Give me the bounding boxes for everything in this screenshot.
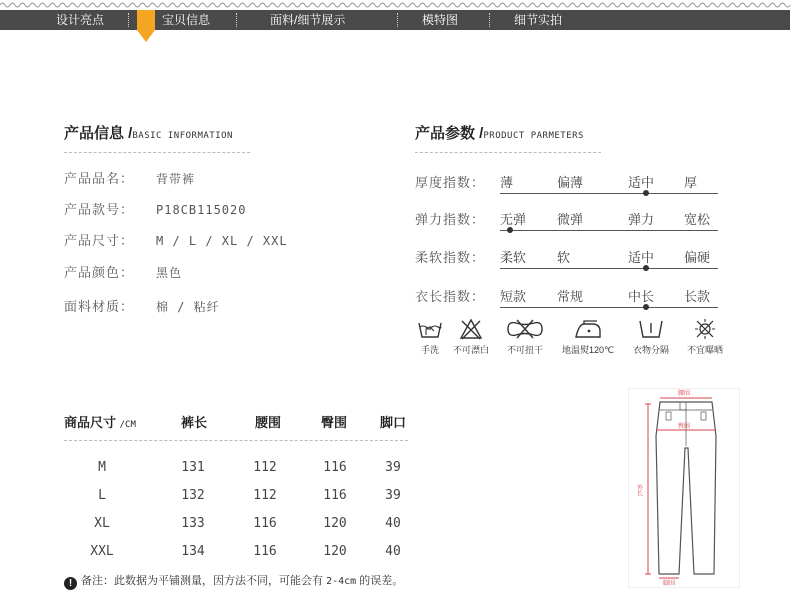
size-value-cell: 112 [253, 460, 277, 475]
pants-measurement-diagram [628, 388, 740, 588]
info-row-style-no: 产品款号： P18CB115020 [64, 202, 247, 217]
col-header-length: 裤长 [181, 415, 208, 430]
diagram-waist-label: 腰围 [678, 390, 691, 397]
info-row-color: 产品颜色： 黑色 [64, 265, 183, 280]
size-cell: M [98, 460, 106, 475]
param-option: 弹力 [628, 212, 655, 227]
basic-info-divider [64, 152, 250, 153]
param-option: 常规 [557, 289, 584, 304]
col-header-hip: 臀围 [321, 415, 348, 430]
nav-item-product-info[interactable]: 宝贝信息 [162, 13, 211, 27]
size-value-cell: 116 [323, 488, 347, 503]
size-cell: XXL [90, 544, 114, 559]
param-option: 偏薄 [557, 175, 584, 190]
param-scale-line [500, 307, 718, 308]
care-no-bleach: 不可漂白 [446, 318, 496, 356]
nav-separator [489, 13, 490, 27]
size-value-cell: 39 [385, 460, 401, 475]
nav-separator [236, 13, 237, 27]
size-value-cell: 40 [385, 544, 401, 559]
no-sun-dry-icon [693, 318, 717, 340]
size-value-cell: 120 [323, 516, 347, 531]
params-title: 产品参数 /PRODUCT PARMETERS [415, 125, 584, 142]
nav-active-indicator [137, 10, 155, 30]
care-iron: 地温熨120℃ [555, 318, 621, 356]
size-value-cell: 116 [253, 516, 277, 531]
size-value-cell: 116 [323, 460, 347, 475]
care-wash-separately: 衣物分隔 [626, 318, 676, 356]
param-option: 柔软 [500, 250, 527, 265]
nav-separator [397, 13, 398, 27]
size-value-cell: 39 [385, 488, 401, 503]
param-option: 偏硬 [684, 250, 711, 265]
size-table-title: 商品尺寸 /CM [64, 415, 136, 430]
param-option: 宽松 [684, 212, 711, 227]
param-selected-marker [643, 304, 649, 310]
info-row-sizes: 产品尺寸： M / L / XL / XXL [64, 233, 288, 248]
param-label: 衣长指数： [415, 289, 486, 304]
param-option: 无弹 [500, 212, 527, 227]
care-hand-wash: 手洗 [415, 318, 445, 356]
param-selected-marker [507, 227, 513, 233]
param-scale-line [500, 268, 718, 269]
top-nav [0, 10, 790, 30]
care-no-wring: 不可扭干 [500, 318, 550, 356]
param-option: 厚 [684, 175, 698, 190]
wash-separately-icon [638, 318, 664, 340]
nav-item-fabric-detail[interactable]: 面料/细节展示 [270, 13, 346, 27]
param-option: 适中 [628, 175, 655, 190]
param-selected-marker [643, 190, 649, 196]
care-no-sun: 不宜曝晒 [680, 318, 730, 356]
size-cell: XL [94, 516, 110, 531]
param-option: 中长 [628, 289, 655, 304]
param-option: 软 [557, 250, 571, 265]
col-header-hem: 脚口 [380, 415, 407, 430]
param-option: 长款 [684, 289, 711, 304]
hand-wash-icon [417, 318, 443, 340]
size-table-divider [64, 440, 408, 441]
diagram-hip-label: 臀围 [678, 423, 691, 430]
info-row-material: 面料材质： 棉 / 粘纤 [64, 299, 220, 314]
size-value-cell: 134 [181, 544, 205, 559]
col-header-waist: 腰围 [255, 415, 282, 430]
size-value-cell: 131 [181, 460, 205, 475]
param-option: 短款 [500, 289, 527, 304]
no-wring-icon [505, 318, 545, 340]
size-value-cell: 133 [181, 516, 205, 531]
top-wave-border [0, 0, 790, 10]
size-value-cell: 116 [253, 544, 277, 559]
diagram-length-label: 外长 [635, 484, 643, 496]
warning-icon: ! [64, 577, 77, 590]
info-row-name: 产品品名： 背带裤 [64, 171, 196, 186]
nav-active-arrow [137, 30, 155, 42]
size-value-cell: 132 [181, 488, 205, 503]
params-divider [415, 152, 601, 153]
size-value-cell: 112 [253, 488, 277, 503]
nav-item-model[interactable]: 模特图 [422, 13, 459, 27]
size-value-cell: 40 [385, 516, 401, 531]
no-bleach-icon [459, 318, 483, 340]
nav-item-detail-photos[interactable]: 细节实拍 [514, 13, 563, 27]
basic-info-title: 产品信息 /BASIC INFORMATION [64, 125, 233, 142]
iron-low-icon [573, 318, 603, 340]
size-value-cell: 120 [323, 544, 347, 559]
param-option: 适中 [628, 250, 655, 265]
param-scale-line [500, 193, 718, 194]
param-label: 厚度指数： [415, 175, 486, 190]
param-scale-line [500, 230, 718, 231]
param-option: 微弹 [557, 212, 584, 227]
measurement-note: ! 备注：此数据为平铺测量，因方法不同，可能会有 2-4cm 的误差。 [64, 572, 403, 590]
param-label: 柔软指数： [415, 250, 486, 265]
diagram-hem-label: 脚围 [663, 580, 676, 587]
nav-item-design[interactable]: 设计亮点 [56, 13, 105, 27]
param-label: 弹力指数： [415, 212, 486, 227]
param-selected-marker [643, 265, 649, 271]
param-option: 薄 [500, 175, 514, 190]
nav-separator [128, 13, 129, 27]
size-cell: L [98, 488, 106, 503]
